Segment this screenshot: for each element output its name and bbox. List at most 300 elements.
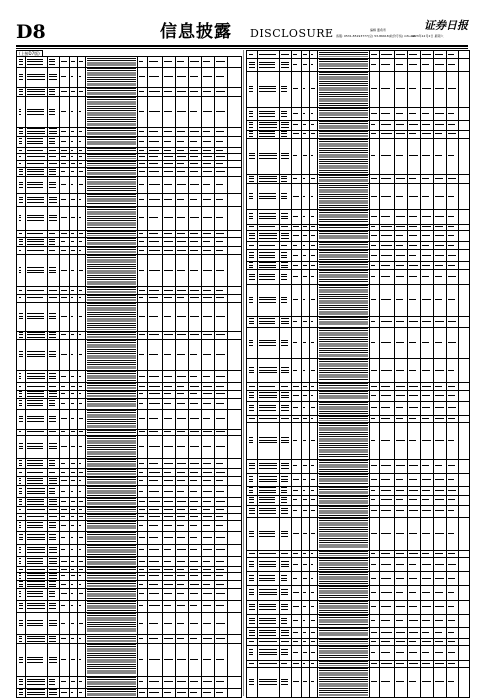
table-cell-value	[303, 245, 305, 246]
table-cell-value	[216, 659, 225, 660]
table-cell-value	[281, 279, 287, 280]
table-cell-value	[435, 226, 443, 227]
table-cell-value	[435, 465, 443, 466]
table-cell-value	[381, 54, 392, 55]
table-cell-value	[49, 290, 58, 291]
table-cell-value	[177, 241, 187, 242]
table-cell-value	[27, 493, 45, 494]
table-description-text	[87, 573, 136, 579]
table-cell-value	[396, 652, 404, 653]
table-cell-value	[259, 299, 277, 300]
table-cell-value	[249, 233, 255, 234]
table-cell-value	[27, 143, 43, 144]
table-cell-value	[448, 124, 455, 125]
table-cell-value	[281, 86, 287, 87]
table-row	[247, 58, 469, 71]
table-cell-value	[49, 478, 58, 479]
table-cell-value	[71, 217, 76, 218]
table-cell-value	[79, 692, 83, 693]
table-description-text	[319, 270, 368, 283]
table-cell-value	[27, 679, 46, 680]
table-description-text	[319, 668, 368, 696]
table-cell-value	[177, 623, 185, 624]
table-description-text	[319, 72, 368, 106]
table-cell-value	[303, 641, 306, 642]
table-cell-value	[27, 393, 44, 394]
table-cell-value	[249, 553, 256, 554]
table-cell-border	[227, 688, 228, 697]
table-cell-value	[249, 580, 255, 581]
page-number: D8	[16, 21, 46, 43]
table-cell-value	[259, 392, 278, 393]
table-cell-value	[149, 184, 160, 185]
table-cell-value	[259, 276, 276, 277]
table-cell-value	[149, 480, 159, 481]
table-cell-value	[371, 510, 378, 511]
table-cell-value	[149, 446, 161, 447]
table-cell-value	[281, 410, 290, 411]
table-cell-value	[259, 155, 277, 156]
table-cell-value	[19, 659, 24, 660]
table-description-text	[87, 332, 136, 338]
table-cell-value	[49, 351, 57, 352]
table-cell-value	[422, 465, 429, 466]
table-cell-value	[311, 578, 313, 579]
table-description-text	[319, 250, 368, 260]
table-cell-value	[164, 575, 174, 576]
table-cell-value	[396, 321, 404, 322]
table-cell-value	[216, 446, 226, 447]
table-cell-value	[396, 196, 404, 197]
table-cell-value	[49, 418, 57, 419]
table-cell-value	[422, 578, 432, 579]
table-cell-value	[27, 603, 45, 604]
table-cell-value	[422, 681, 432, 682]
table-cell-value	[381, 395, 392, 396]
table-cell-value	[49, 638, 57, 639]
table-cell-value	[293, 124, 298, 125]
table-cell-value	[79, 575, 82, 576]
table-cell-value	[303, 407, 306, 408]
table-cell-value	[259, 181, 278, 182]
table-cell-value	[177, 593, 184, 594]
table-cell-value	[216, 250, 223, 251]
table-cell-value	[19, 163, 21, 164]
table-cell-value	[79, 561, 84, 562]
table-cell-value	[19, 527, 22, 528]
table-row	[247, 358, 469, 383]
table-cell-value	[216, 290, 224, 291]
table-cell-value	[381, 510, 392, 511]
table-cell-value	[259, 91, 277, 92]
table-cell-border	[227, 193, 228, 206]
table-cell-value	[303, 490, 305, 491]
table-cell-value	[281, 370, 290, 371]
table-cell-value	[448, 113, 455, 114]
table-cell-value	[311, 564, 314, 565]
table-cell-value	[448, 479, 454, 480]
table-cell-value	[303, 553, 307, 554]
table-cell-border	[227, 176, 228, 193]
table-cell-value	[164, 199, 172, 200]
table-cell-value	[49, 608, 56, 609]
table-cell-value	[249, 476, 254, 477]
table-cell-value	[249, 578, 255, 579]
table-cell-value	[177, 250, 187, 251]
table-cell-value	[79, 418, 83, 419]
table-cell-value	[27, 623, 43, 624]
table-cell-value	[49, 111, 56, 112]
table-cell-value	[27, 169, 45, 170]
table-description-text	[87, 498, 136, 505]
table-cell-value	[422, 299, 432, 300]
table-cell-value	[19, 483, 21, 484]
table-cell-value	[71, 605, 74, 606]
table-cell-value	[371, 592, 376, 593]
table-cell-value	[61, 91, 68, 92]
table-cell-value	[49, 133, 58, 134]
table-row	[17, 302, 241, 332]
table-cell-value	[311, 133, 316, 134]
table-cell-border	[227, 246, 228, 254]
table-cell-value	[249, 276, 255, 277]
table-cell-value	[409, 64, 417, 65]
table-cell-value	[27, 316, 44, 317]
table-cell-value	[19, 504, 23, 505]
table-cell-value	[19, 169, 23, 170]
table-cell-value	[19, 187, 24, 188]
table-cell-value	[71, 537, 73, 538]
table-cell-value	[49, 403, 56, 404]
table-cell-value	[422, 395, 431, 396]
table-cell-value	[371, 226, 375, 227]
table-cell-border	[227, 398, 228, 408]
table-cell-value	[190, 569, 199, 570]
table-cell-value	[79, 393, 82, 394]
table-cell-value	[61, 584, 67, 585]
table-cell-value	[27, 171, 45, 172]
table-cell-value	[281, 476, 289, 477]
table-cell-value	[216, 163, 224, 164]
table-cell-value	[281, 178, 287, 179]
table-cell-value	[49, 141, 56, 142]
table-cell-value	[149, 525, 159, 526]
table-cell-value	[259, 490, 276, 491]
table-cell-value	[190, 290, 199, 291]
table-cell-value	[61, 681, 67, 682]
table-description-text	[87, 371, 136, 381]
table-cell-value	[139, 463, 144, 464]
table-cell-border	[458, 486, 459, 494]
table-cell-value	[259, 609, 276, 610]
table-cell-value	[448, 652, 456, 653]
table-cell-value	[27, 197, 44, 198]
table-cell-border	[227, 167, 228, 176]
table-cell-value	[259, 218, 277, 219]
table-cell-border	[227, 506, 228, 513]
table-description-text	[319, 210, 368, 223]
table-description-text	[319, 615, 368, 626]
table-cell-value	[27, 332, 45, 333]
table-cell-value	[303, 652, 308, 653]
table-cell-value	[149, 163, 159, 164]
table-cell-value	[27, 549, 46, 550]
table-cell-value	[49, 199, 57, 200]
table-cell-border	[458, 174, 459, 184]
table-cell-value	[49, 662, 58, 663]
table-cell-value	[164, 111, 173, 112]
table-cell-value	[249, 497, 255, 498]
table-cell-value	[177, 605, 185, 606]
table-cell-value	[19, 337, 24, 338]
table-cell-value	[311, 641, 316, 642]
table-description-text	[87, 469, 136, 475]
table-cell-value	[249, 127, 254, 128]
table-cell-value	[281, 226, 288, 227]
table-cell-value	[293, 652, 298, 653]
table-cell-value	[27, 539, 46, 540]
table-cell-value	[49, 76, 58, 77]
table-cell-value	[422, 88, 432, 89]
table-cell-value	[216, 418, 225, 419]
table-cell-value	[27, 681, 46, 682]
table-cell-value	[281, 113, 288, 114]
table-cell-value	[293, 465, 297, 466]
table-cell-value	[311, 418, 313, 419]
table-cell-value	[164, 250, 173, 251]
table-cell-value	[139, 354, 144, 355]
table-cell-value	[203, 605, 212, 606]
table-cell-value	[249, 609, 255, 610]
table-cell-value	[281, 218, 288, 219]
table-cell-value	[396, 54, 406, 55]
table-cell-value	[371, 133, 376, 134]
table-cell-value	[190, 575, 198, 576]
table-cell-value	[249, 490, 254, 491]
table-cell-value	[396, 499, 403, 500]
table-cell-value	[249, 279, 255, 280]
table-cell-value	[396, 226, 406, 227]
table-cell-value	[190, 386, 199, 387]
table-cell-value	[190, 354, 198, 355]
table-cell-value	[448, 255, 456, 256]
table-cell-value	[216, 575, 223, 576]
table-cell-value	[293, 564, 299, 565]
table-cell-value	[371, 465, 378, 466]
table-cell-value	[79, 163, 82, 164]
table-cell-value	[409, 510, 418, 511]
table-cell-value	[79, 638, 81, 639]
table-cell-value	[49, 61, 55, 62]
table-cell-value	[371, 578, 376, 579]
table-cell-value	[27, 591, 44, 592]
table-cell-value	[249, 124, 254, 125]
table-cell-value	[139, 150, 144, 151]
table-description-text	[87, 137, 136, 146]
table-cell-value	[190, 171, 198, 172]
table-cell-value	[422, 124, 431, 125]
table-cell-border	[227, 127, 228, 136]
table-cell-value	[293, 88, 298, 89]
table-cell-value	[249, 641, 254, 642]
table-cell-value	[190, 418, 199, 419]
table-cell-border	[227, 67, 228, 87]
table-cell-value	[259, 136, 275, 137]
table-cell-value	[422, 440, 431, 441]
table-cell-value	[281, 620, 287, 621]
table-cell-value	[177, 163, 184, 164]
table-cell-border	[227, 294, 228, 302]
table-cell-value	[139, 156, 146, 157]
table-cell-value	[49, 244, 56, 245]
table-cell-value	[79, 584, 82, 585]
table-cell-border	[227, 153, 228, 160]
table-cell-value	[27, 525, 43, 526]
table-cell-value	[190, 431, 200, 432]
table-cell-value	[164, 61, 172, 62]
table-cell-value	[281, 252, 288, 253]
table-cell-value	[371, 499, 375, 500]
table-cell-value	[281, 684, 289, 685]
table-cell-value	[281, 176, 287, 177]
table-cell-value	[381, 465, 392, 466]
table-cell-value	[139, 584, 144, 585]
table-cell-value	[281, 62, 290, 63]
table-cell-value	[164, 376, 173, 377]
table-cell-value	[27, 569, 46, 570]
table-cell-value	[435, 606, 445, 607]
table-cell-value	[448, 632, 454, 633]
table-cell-border	[227, 580, 228, 588]
table-cell-value	[435, 533, 444, 534]
table-cell-value	[19, 460, 22, 461]
table-cell-value	[71, 659, 75, 660]
table-row	[247, 667, 469, 698]
table-cell-value	[19, 593, 21, 594]
table-cell-value	[281, 136, 288, 137]
table-cell-value	[422, 133, 431, 134]
table-cell-value	[303, 133, 307, 134]
table-cell-value	[27, 267, 44, 268]
table-cell-value	[164, 184, 173, 185]
table-cell-value	[216, 692, 223, 693]
table-cell-value	[396, 386, 405, 387]
table-cell-value	[303, 592, 307, 593]
table-cell-value	[149, 418, 158, 419]
table-cell-value	[79, 569, 83, 570]
table-cell-value	[435, 479, 445, 480]
table-cell-value	[27, 354, 46, 355]
table-description-text	[87, 177, 136, 192]
table-cell-value	[190, 501, 199, 502]
table-cell-value	[177, 403, 185, 404]
table-cell-border	[458, 382, 459, 389]
table-cell-value	[249, 122, 254, 123]
table-cell-value	[177, 681, 186, 682]
table-cell-value	[303, 499, 308, 500]
table-cell-value	[249, 536, 255, 537]
table-cell-value	[249, 481, 254, 482]
table-cell-value	[381, 620, 391, 621]
table-description-text	[87, 148, 136, 152]
table-cell-value	[19, 267, 22, 268]
table-row	[17, 254, 241, 287]
table-cell-value	[303, 216, 306, 217]
table-cell-value	[371, 265, 376, 266]
table-cell-value	[371, 245, 376, 246]
table-cell-value	[49, 573, 58, 574]
table-cell-value	[79, 334, 81, 335]
table-cell-value	[396, 113, 404, 114]
table-cell-value	[149, 472, 160, 473]
table-cell-value	[422, 235, 430, 236]
table-cell-value	[139, 549, 145, 550]
table-cell-border	[227, 206, 228, 230]
table-cell-value	[448, 606, 454, 607]
table-cell-value	[49, 586, 56, 587]
table-cell-value	[293, 235, 300, 236]
table-cell-value	[27, 241, 45, 242]
table-cell-value	[249, 131, 254, 132]
table-description-text	[319, 242, 368, 248]
table-cell-value	[293, 663, 300, 664]
table-cell-value	[249, 111, 254, 112]
table-cell-value	[396, 216, 405, 217]
table-cell-value	[71, 509, 76, 510]
table-cell-border	[458, 638, 459, 645]
table-cell-value	[216, 156, 226, 157]
table-cell-value	[27, 480, 43, 481]
table-cell-border	[227, 635, 228, 644]
table-cell-value	[281, 442, 290, 443]
table-cell-value	[293, 113, 299, 114]
table-cell-value	[49, 187, 57, 188]
table-cell-value	[249, 681, 254, 682]
table-cell-value	[216, 334, 226, 335]
table-cell-value	[61, 472, 65, 473]
table-cell-value	[190, 141, 197, 142]
table-cell-value	[49, 220, 58, 221]
table-cell-value	[216, 623, 225, 624]
table-cell-value	[164, 334, 174, 335]
table-description-text	[87, 677, 136, 687]
table-cell-value	[281, 440, 290, 441]
table-cell-value	[27, 79, 46, 80]
table-cell-value	[259, 397, 278, 398]
table-row	[247, 459, 469, 474]
table-cell-value	[409, 196, 418, 197]
table-cell-value	[259, 604, 276, 605]
table-cell-border	[458, 614, 459, 627]
table-cell-value	[371, 386, 377, 387]
table-cell-value	[177, 184, 187, 185]
table-cell-value	[281, 367, 290, 368]
table-cell-value	[249, 262, 254, 263]
table-cell-value	[409, 155, 419, 156]
table-cell-value	[79, 290, 83, 291]
table-description-text	[319, 496, 368, 504]
table-cell-value	[27, 516, 44, 517]
table-row	[17, 688, 241, 698]
table-cell-border	[458, 209, 459, 224]
table-cell-value	[281, 609, 289, 610]
table-cell-value	[371, 235, 378, 236]
table-cell-value	[259, 684, 277, 685]
table-cell-value	[303, 533, 307, 534]
table-cell-value	[303, 124, 306, 125]
table-cell-value	[216, 199, 223, 200]
table-cell-value	[27, 386, 46, 387]
